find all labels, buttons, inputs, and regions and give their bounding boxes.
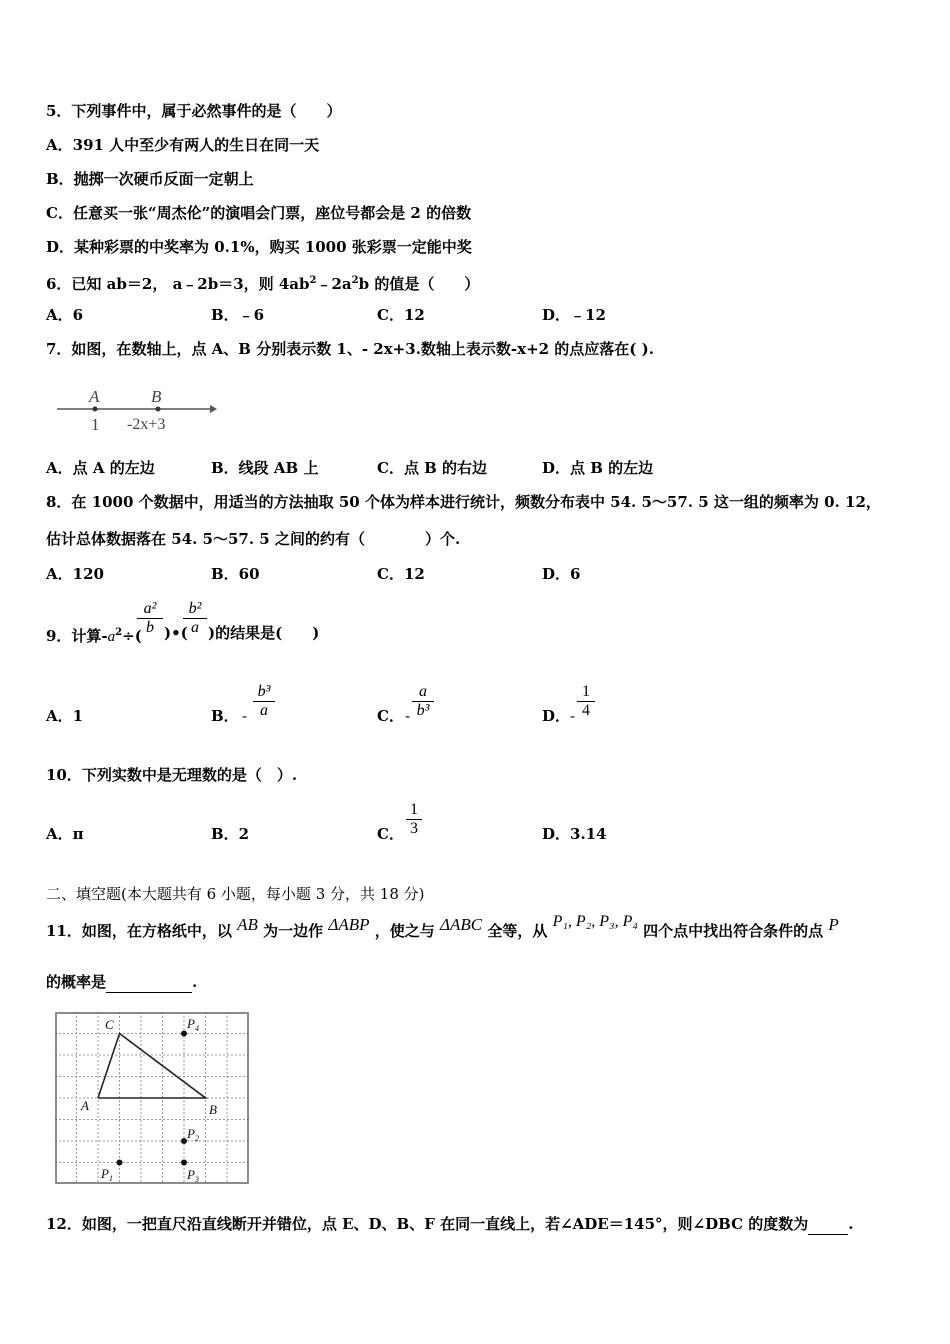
q9-option-b-sign: - bbox=[242, 707, 248, 725]
label-b: B bbox=[209, 1102, 217, 1117]
q9-option-c: C． bbox=[377, 707, 404, 725]
point-b-dot bbox=[156, 407, 161, 412]
q8-line2: 估计总体数据落在 54. 5～57. 5 之间的约有（ ）个. bbox=[46, 530, 461, 548]
point-p1-dot bbox=[117, 1160, 123, 1166]
q10-option-a: A．π bbox=[46, 825, 84, 843]
q8-option-b: B．60 bbox=[211, 565, 260, 583]
section2-title: 二、填空题(本大题共有 6 小题，每小题 3 分，共 18 分) bbox=[46, 885, 425, 903]
label-b: B bbox=[151, 387, 162, 406]
q9-fraction-1: $\frac{\text{a²}}{b}$ bbox=[137, 600, 163, 637]
q10-option-c-fraction: $\frac{1}{3}$ bbox=[406, 801, 422, 838]
q6-option-a: A．6 bbox=[46, 306, 84, 324]
label-p2: $P_2$ bbox=[187, 1126, 199, 1143]
q11-stem-line2: 的概率是 . bbox=[46, 973, 198, 991]
grid-figure bbox=[55, 1012, 251, 1186]
point-p3-dot bbox=[181, 1160, 187, 1166]
q10-option-c: C． bbox=[377, 825, 404, 843]
q8-line1: 8．在 1000 个数据中，用适当的方法抽取 50 个体为样本进行统计，频数分布表中 54. 5～57. 5 这一组的频率为 0. 12， bbox=[46, 493, 881, 511]
q9-fraction-2: $\frac{\text{b²}}{a}$ bbox=[183, 600, 207, 637]
q5-option-b: B．抛掷一次硬币反面一定朝上 bbox=[46, 170, 254, 188]
label-p3: $P_3$ bbox=[187, 1167, 199, 1184]
q7-option-b: B．线段 AB 上 bbox=[211, 459, 319, 477]
q9-stem-mid: )•( bbox=[164, 624, 188, 642]
q6-option-d: D．﹣12 bbox=[542, 306, 606, 324]
point-p4-dot bbox=[181, 1031, 187, 1037]
q9-option-b-fraction: $\frac{\text{b³}}{a}$ bbox=[253, 683, 275, 720]
q8-option-c: C．12 bbox=[377, 565, 425, 583]
q11-answer-blank[interactable] bbox=[106, 972, 192, 993]
number-line-figure bbox=[55, 384, 220, 436]
q7-option-c: C．点 B 的右边 bbox=[377, 459, 488, 477]
q6-option-c: C．12 bbox=[377, 306, 425, 324]
label-p4: $P_4$ bbox=[187, 1016, 199, 1033]
value-b: -2x+3 bbox=[127, 416, 166, 433]
q8-option-a: A．120 bbox=[46, 565, 104, 583]
q7-stem: 7．如图，在数轴上，点 A、B 分别表示数 1、- 2x+3.数轴上表示数-x+2 的点应落在( ). bbox=[46, 340, 654, 358]
q10-option-b: B．2 bbox=[211, 825, 250, 843]
q9-option-c-sign: - bbox=[405, 707, 411, 725]
q10-stem: 10．下列实数中是无理数的是（ ）. bbox=[46, 766, 298, 784]
q5-option-c: C．任意买一张“周杰伦”的演唱会门票，座位号都会是 2 的倍数 bbox=[46, 204, 472, 222]
q12-stem: 12．如图，一把直尺沿直线断开并错位，点 E、D、B、F 在同一直线上，若∠ADE＝145°，则∠DBC 的度数为 . bbox=[46, 1215, 854, 1233]
label-a: A bbox=[81, 1098, 89, 1113]
label-c: C bbox=[105, 1017, 114, 1032]
q9-option-b: B． bbox=[211, 707, 239, 725]
triangle-abc bbox=[98, 1034, 206, 1099]
q9-option-a: A．1 bbox=[46, 707, 84, 725]
q10-option-d: D．3.14 bbox=[542, 825, 607, 843]
q11-stem-line1: 11．如图，在方格纸中，以 AB 为一边作 ΔABP ，使之与 ΔABC 全等，从 P₁, P₂, P₃, P₄ 四个点中找出符合条件的点 P bbox=[46, 913, 839, 940]
q6-stem: 6．已知 ab＝2， a﹣2b＝3，则 $4ab^2﹣2a^2b$ 的值是（ ） bbox=[46, 275, 480, 293]
q7-option-d: D．点 B 的左边 bbox=[542, 459, 654, 477]
value-a: 1 bbox=[91, 415, 100, 434]
point-a-dot bbox=[93, 407, 98, 412]
q5-option-d: D．某种彩票的中奖率为 0.1%，购买 1000 张彩票一定能中奖 bbox=[46, 238, 472, 256]
q9-stem-end: )的结果是( ) bbox=[208, 624, 320, 642]
q6-option-b: B．﹣6 bbox=[211, 306, 265, 324]
q9-stem-start: 9．计算$-a^2\div$( bbox=[46, 627, 142, 645]
label-a: A bbox=[89, 387, 100, 406]
q9-option-c-fraction: $\frac{a}{\text{b³}}$ bbox=[412, 683, 434, 720]
q12-answer-blank[interactable] bbox=[808, 1214, 848, 1235]
q8-option-d: D．6 bbox=[542, 565, 581, 583]
q9-option-d-sign: - bbox=[570, 707, 576, 725]
q5-option-a: A．391 人中至少有两人的生日在同一天 bbox=[46, 136, 320, 154]
q9-option-d: D． bbox=[542, 707, 571, 725]
q7-option-a: A．点 A 的左边 bbox=[46, 459, 155, 477]
q5-stem: 5．下列事件中，属于必然事件的是（ ） bbox=[46, 102, 342, 120]
q9-option-d-fraction: $\frac{1}{4}$ bbox=[577, 683, 595, 720]
label-p1: $P_1$ bbox=[101, 1166, 113, 1183]
